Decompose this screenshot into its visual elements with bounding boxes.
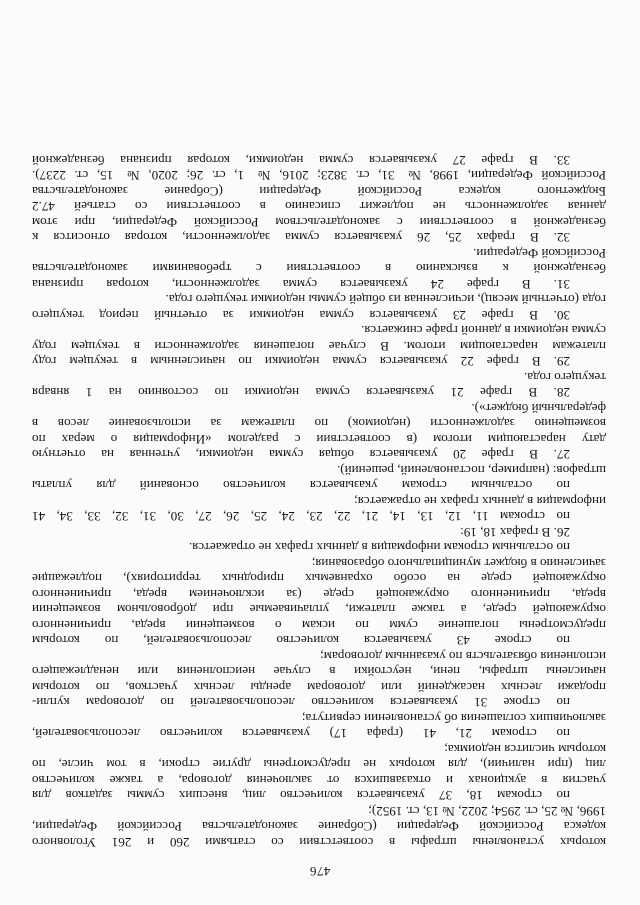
text-line: возмещению задолженности (недоимок) по платежам за использование лесов в <box>32 416 606 432</box>
text-line: Бюджетного кодекса Российской Федерации (Собрание законодательства <box>32 184 606 199</box>
text-line: по строкам 18, 37 указывается количество лиц, внесших суммы задатков для <box>32 788 570 804</box>
text-line: продажи лесных насаждений или договорам аренды лесных участков, по которым <box>32 680 606 695</box>
text-line: окружающей среде, а также платежи, уплачиваемые при добровольном возмещении <box>32 602 606 618</box>
text-line: исполнения обязательств по указанным договорам; <box>320 649 606 664</box>
text-line: по строке 43 указывается количество лесопользователей, по которым <box>32 633 570 649</box>
text-line: дату нарастающим итогом (в соответствии с разделом «Информация о мерах по <box>32 432 606 447</box>
text-line: по строкам 11, 12, 13, 14, 21, 22, 23, 24, 25, 26, 27, 30, 31, 32, 33, 34, 41 <box>32 509 570 525</box>
text-line: окружающей среде на особо охраняемых природных территориях), подлежащие <box>32 571 606 587</box>
text-line: Российской Федерации. <box>473 246 606 261</box>
text-line: кодекса Российской Федерации (Собрание законодательства Российской Федерации, <box>32 819 606 835</box>
page-number: 476 <box>309 864 331 879</box>
text-line: 26. В графах 18, 19: <box>460 525 570 540</box>
text-line: заключивших соглашения об установлении сервитута; <box>301 711 606 726</box>
text-line: 30. В графе 23 указывается сумма недоимки за отчетный период текущего <box>32 308 570 323</box>
text-line: сумма недоимки в данной графе снижается. <box>361 323 606 339</box>
text-line: безнадежной в соответствии с законодательством Российской Федерации, при этом <box>32 215 606 230</box>
text-line: Российской Федерации, 1998, № 31, ст. 3823; 2016, № 1, ст. 26; 2020, № 15, ст. 2237). <box>32 168 606 184</box>
text-line: вреда, причиненного окружающей среде (за исключением вреда, причиненного <box>32 587 606 602</box>
text-line: по строкам 21, 41 (графа 17) указывается количество лесопользователей, <box>32 726 570 742</box>
text-line: по строке 31 указывается количество лесопользователей по договорам купли- <box>32 695 570 711</box>
text-line: 33. В графе 27 указывается сумма недоимки, которая признана безнадежной <box>32 153 570 168</box>
text-line: 28. В графе 21 указывается сумма недоимки по состоянию на 1 января <box>32 385 570 401</box>
text-line: которых установлены штрафы в соответствии со статьями 260 и 261 Уголовного <box>32 835 606 850</box>
text-line: штрафов: (например, постановлений, решений). <box>337 463 606 478</box>
text-line: лиц (при наличии), для которых не предусмотрены другие строки, в том числе, по <box>32 757 606 773</box>
text-line: безнадежной к взысканию в соответствии с требованиями законодательства <box>32 261 606 277</box>
text-line: 31. В графе 24 указывается сумма задолженности, которая признана <box>32 277 570 292</box>
text-line: 1996, № 25, ст. 2954; 2022, № 13, ст. 1952); <box>368 804 606 819</box>
text-line: федеральный бюджет»). <box>471 401 606 416</box>
text-line: начислены штрафы, пени, неустойки в случае неисполнения или ненадлежащего <box>32 664 606 680</box>
text-line: 32. В графах 25, 26 указывается сумма задолженности, которая относится к <box>32 230 570 246</box>
text-line: которым числится недоимка; <box>444 742 606 757</box>
text-line: информация в данных графах не отражается; <box>354 494 606 509</box>
text-line: года (отчетный месяц), исчисленная из общей суммы недоимки текущего года. <box>165 292 606 308</box>
text-line: платежам нарастающим итогом. В случае погашения задолженности в текущем году <box>32 339 606 354</box>
text-line: 29. В графе 22 указывается сумма недоимки по начисленным в текущем году <box>32 354 570 370</box>
text-line: участия в аукционах и отказавшихся от заключения договора, а также количество <box>32 773 606 788</box>
document-body <box>32 153 606 851</box>
text-line: текущего года. <box>524 370 606 385</box>
text-line: зачислению в бюджет муниципального образования; <box>311 556 606 571</box>
text-line: по остальным строкам указывается количество оснований для уплаты <box>32 478 570 494</box>
text-line: предусмотрены погашение сумм по искам о возмещении вреда, причиненного <box>32 618 606 633</box>
text-line: по остальным строкам информация в данных графах не отражается. <box>189 540 570 556</box>
text-line: 27. В графе 20 указывается общая сумма недоимки, учтенная на отчетную <box>32 447 570 463</box>
text-line: данная задолженность не подлежит списанию в соответствии со статьей 47.2 <box>32 199 606 215</box>
